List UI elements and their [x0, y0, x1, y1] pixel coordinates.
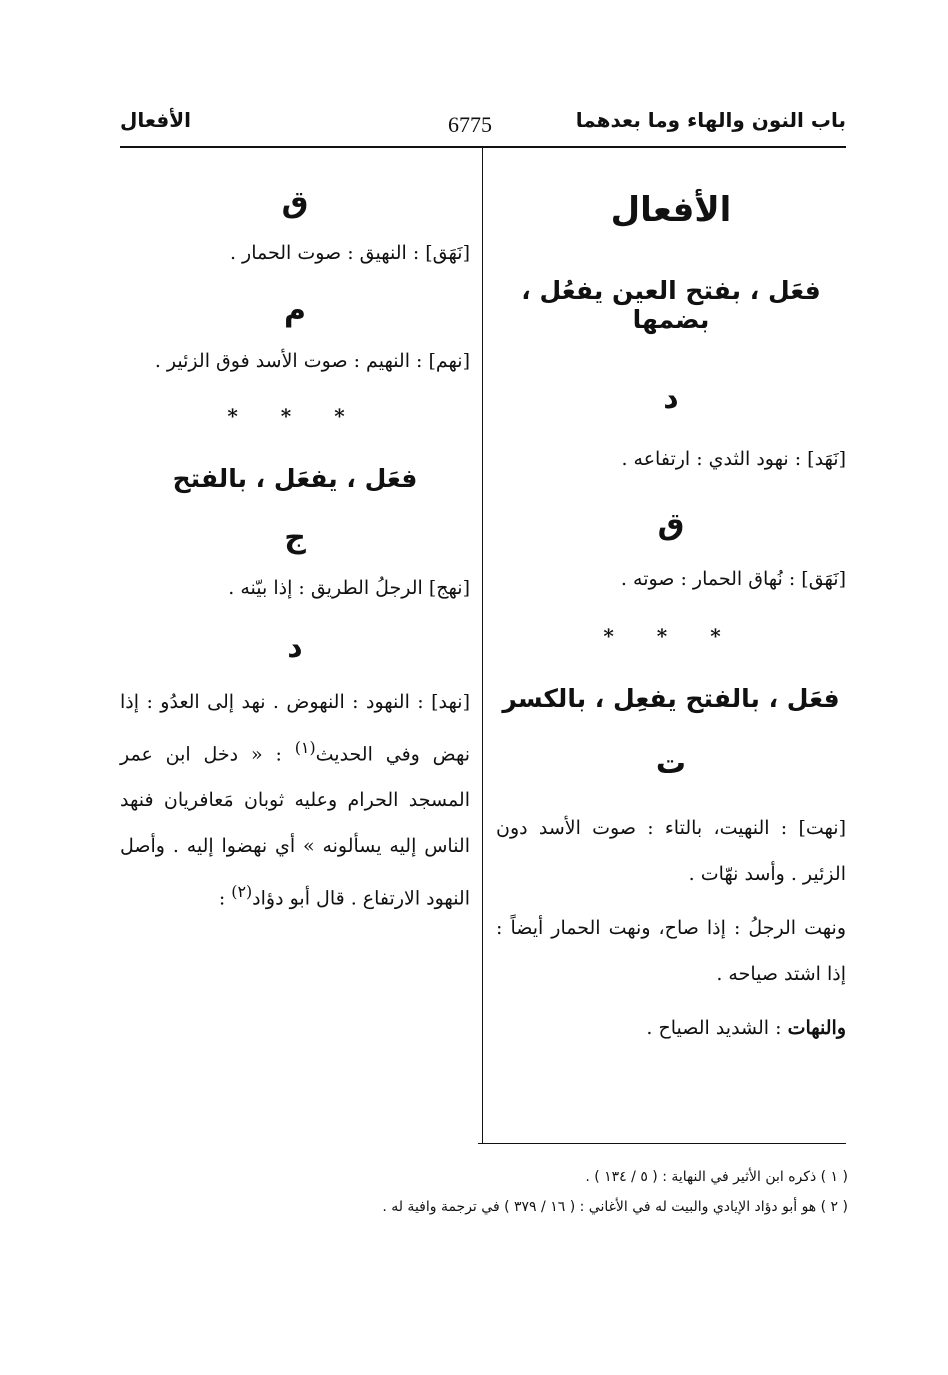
letter-heading-d: د: [287, 630, 303, 665]
running-header-right: باب النون والهاء وما بعدهما: [575, 108, 846, 132]
entry-nahad-text-c: :: [218, 887, 226, 910]
chapter-title: الأفعال: [610, 190, 732, 230]
entry-nahad: [120, 679, 470, 922]
letter-heading-q: ق: [281, 185, 309, 220]
letter-heading-d: د: [663, 381, 679, 416]
form-heading-1: فعَل ، بفتح العين يفعُل ، بضمها: [521, 276, 821, 334]
right-column: [496, 190, 846, 1051]
footnotes: [102, 1162, 848, 1222]
footnote-ref-1[interactable]: (١): [294, 738, 316, 757]
entry-nahhat-keyword: والنهات: [787, 1017, 846, 1039]
form-heading-2: فعَل ، بالفتح يفعِل ، بالكسر: [502, 684, 840, 713]
footnote-ref-2[interactable]: (٢): [231, 882, 253, 902]
section-separator: * * *: [603, 624, 739, 648]
letter-heading-m: م: [284, 293, 306, 328]
footnote-rule: [478, 1143, 846, 1144]
header-rule: [120, 146, 846, 148]
form-heading: فعَل ، يفعَل ، بالفتح: [172, 464, 418, 493]
entry-nahad-text-a: [نهد] : النهود : النهوض . نهد إلى العدُو : إذا نهض وفي الحديث: [120, 691, 470, 766]
page-number: 6775: [448, 112, 492, 137]
left-column: [120, 185, 470, 922]
letter-heading-t: ت: [655, 746, 687, 781]
entry-nahaq: [نَهَق] : النهيق : صوت الحمار .: [229, 242, 470, 264]
entry-nahhat: [496, 1005, 846, 1051]
column-divider: [482, 148, 483, 1144]
footnote-2: ( ٢ ) هو أبو دؤاد الإيادي والبيت له في الأغاني : ( ١٦ / ٣٧٩ ) في ترجمة وافية له .: [382, 1199, 848, 1215]
entry-nahhat-definition: : الشديد الصياح .: [646, 1017, 782, 1039]
footnote-1: ( ١ ) ذكره ابن الأثير في النهاية : ( ٥ / ١٣٤ ) .: [585, 1169, 848, 1185]
entry-naham: [نهم] : النهيم : صوت الأسد فوق الزئير .: [154, 350, 470, 372]
entry-nahada: [نَهَد] : نهود الثدي : ارتفاعه .: [621, 448, 846, 470]
running-header-left: الأفعال: [120, 108, 191, 132]
letter-heading-q: ق: [657, 507, 685, 542]
entry-nahata: [نهت] : النهيت، بالتاء : صوت الأسد دون الزئير . وأسد نهّات .: [496, 817, 846, 885]
section-separator: * * *: [227, 404, 363, 428]
entry-nahata-2: ونهت الرجلُ : إذا صاح، ونهت الحمار أيضاً : إذا اشتد صياحه .: [496, 917, 846, 985]
entry-nahaqa: [نَهَق] : نُهاق الحمار : صوته .: [620, 568, 846, 590]
entry-nahad-text-b: : « دخل ابن عمر المسجد الحرام وعليه ثوبان مَعافريان فنهد الناس إليه يسألونه » أي نهضوا إليه . وأصل النهود الارتفاع . قال أبو دؤاد: [120, 743, 470, 910]
entry-nahaj: [نهج] الرجلُ الطريق : إذا بيّنه .: [228, 577, 470, 599]
letter-heading-j: ج: [284, 520, 306, 555]
